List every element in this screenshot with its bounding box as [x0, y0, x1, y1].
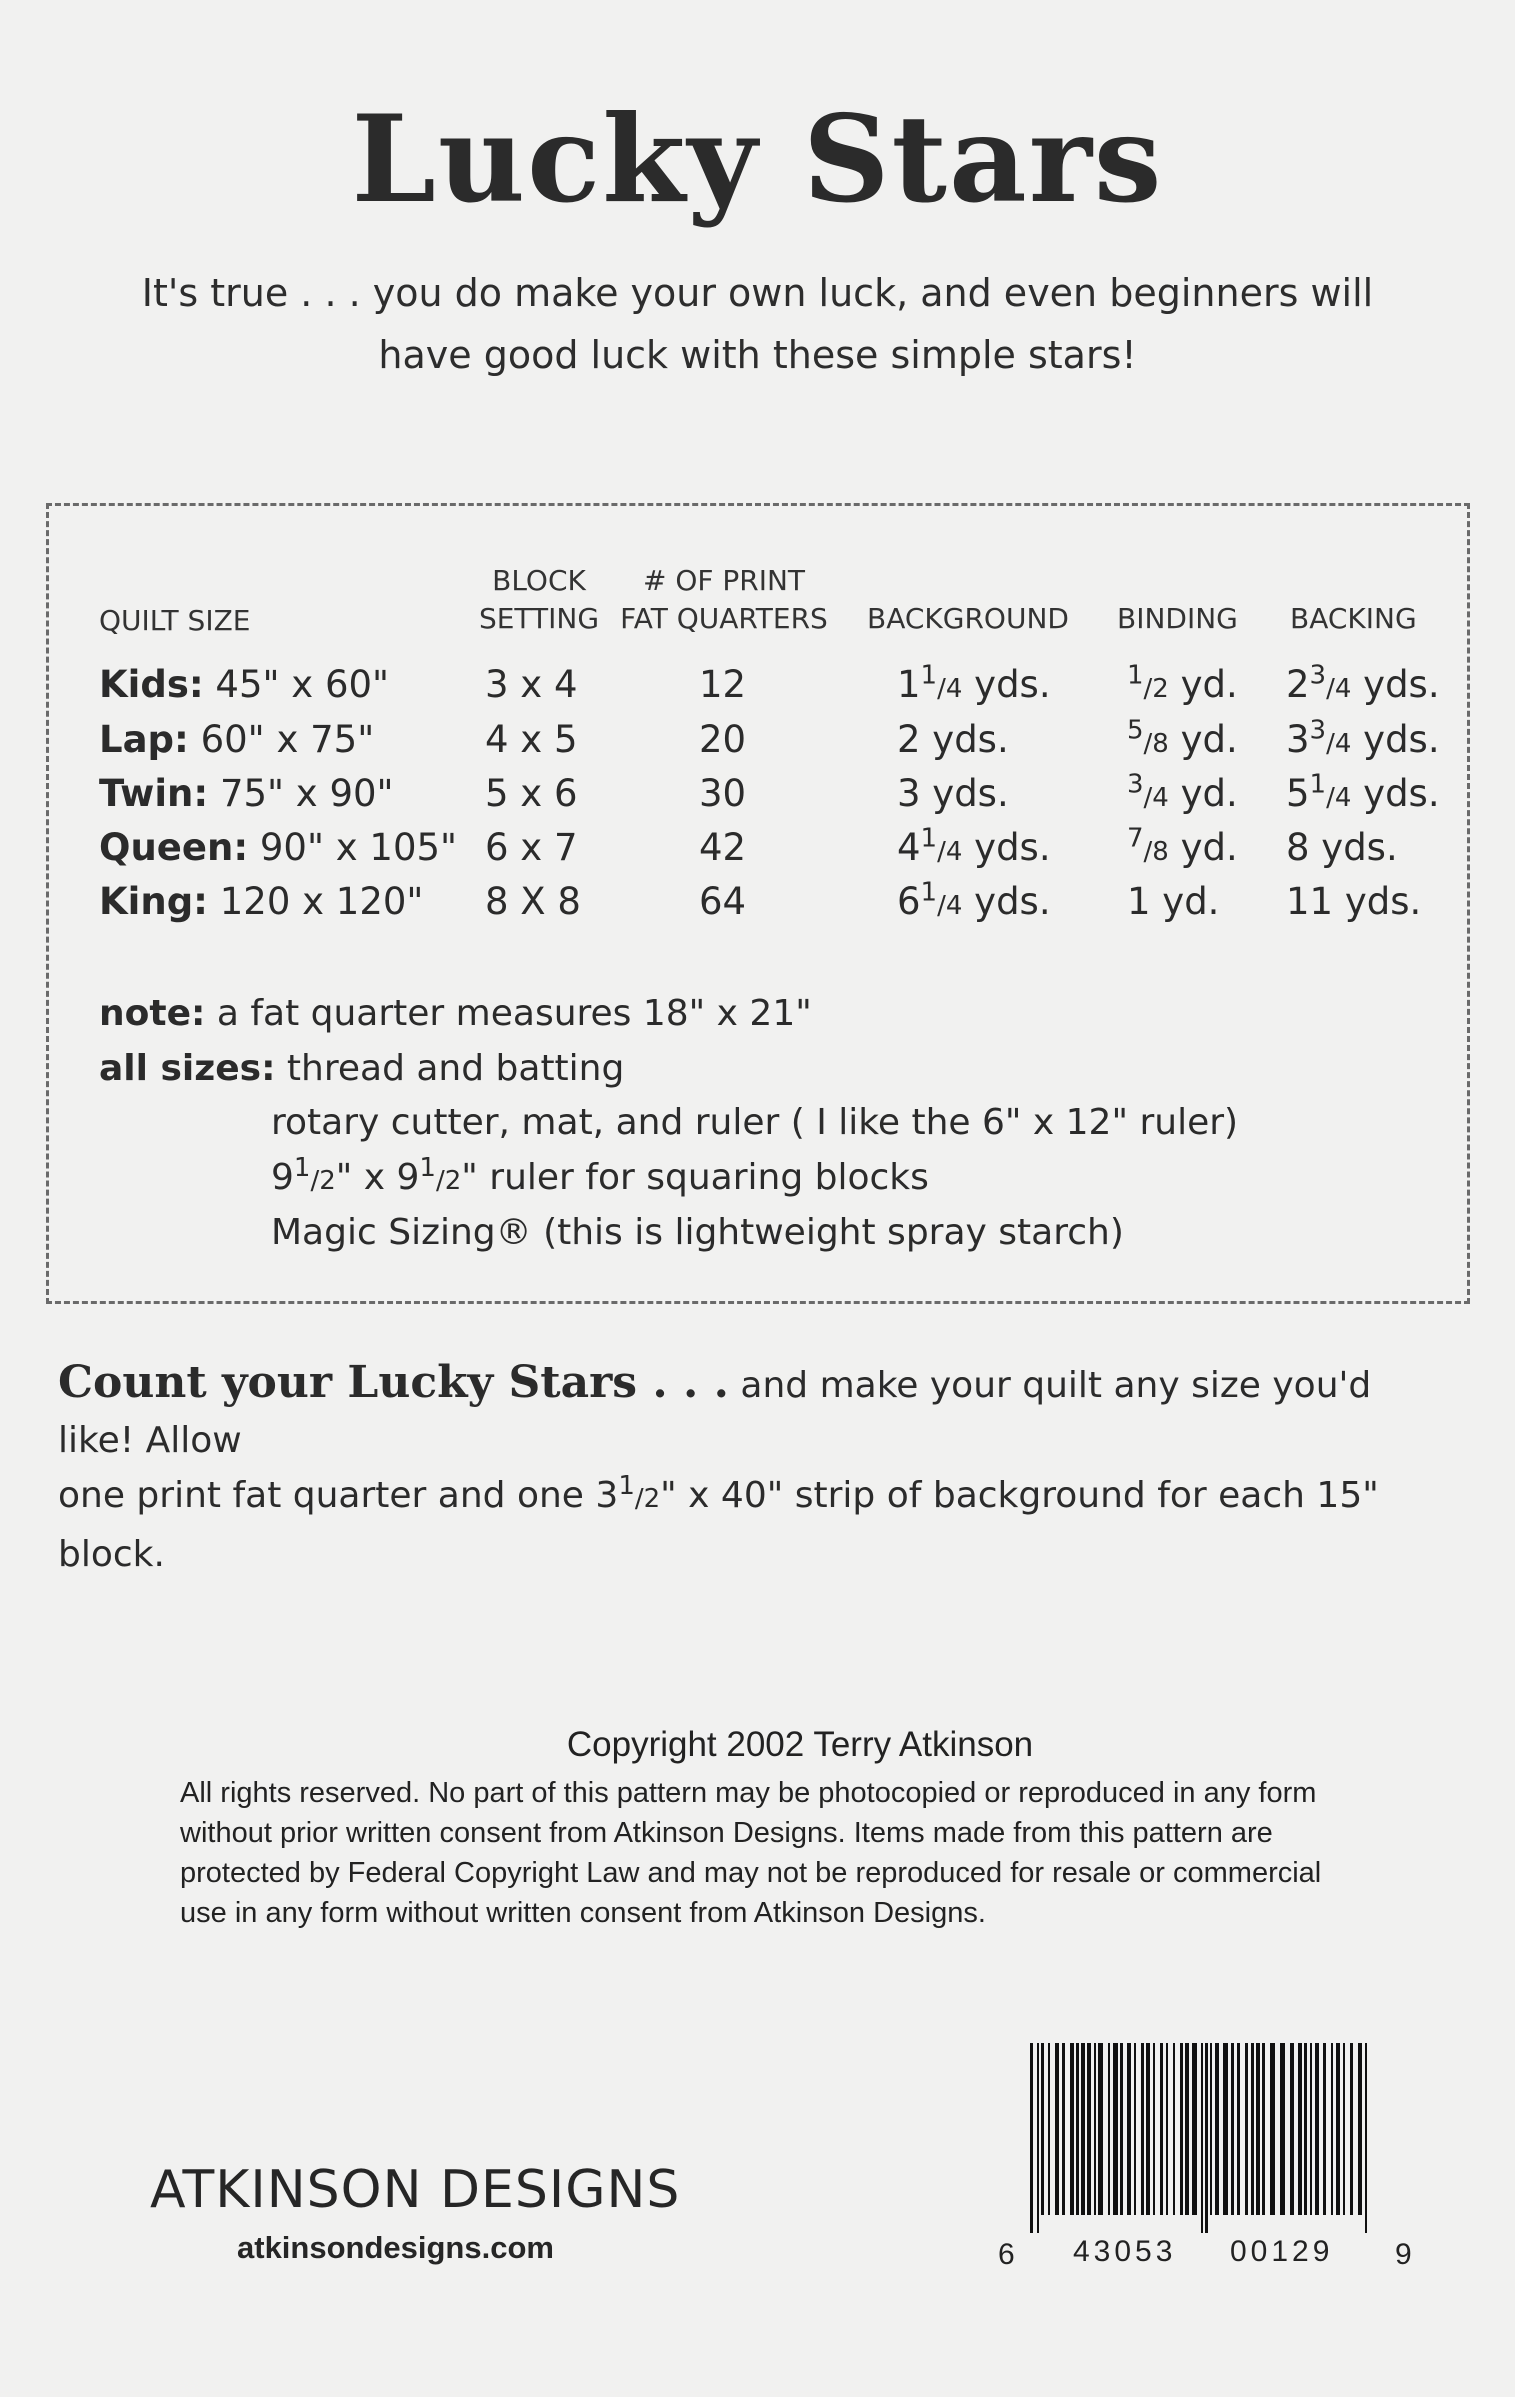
- back-den: /4: [1326, 729, 1352, 759]
- table-cell-bind: [1127, 823, 1238, 869]
- table-cell-back: [1286, 769, 1440, 815]
- barcode-bar-12: [1108, 2043, 1110, 2215]
- bg-den: /4: [937, 891, 963, 921]
- barcode-bar-45: [1331, 2043, 1333, 2215]
- quilt-size-label: Kids:: [99, 663, 204, 706]
- back-whole: 11 yds.: [1286, 880, 1422, 923]
- bg-num: 1: [920, 660, 938, 691]
- back-whole: 5: [1286, 772, 1310, 815]
- quilt-size-label: Lap:: [99, 718, 189, 761]
- barcode-bar-11: [1098, 2043, 1103, 2215]
- barcode-check-digit: 9: [1395, 2238, 1412, 2271]
- intro-line-1: It's true . . . you do make your own luck, and even beginners will: [141, 271, 1374, 315]
- quilt-size-dimensions: 60" x 75": [188, 718, 375, 761]
- block-setting-cell: 8 X 8: [485, 880, 581, 923]
- header-fat-quarters: [619, 562, 829, 638]
- barcode-bar-21: [1166, 2043, 1168, 2215]
- barcode-bar-26: [1201, 2043, 1203, 2233]
- barcode-bar-7: [1076, 2043, 1079, 2215]
- table-cell-back: [1286, 880, 1421, 923]
- bind-den: /4: [1143, 783, 1169, 813]
- copyright-block: [180, 1725, 1360, 1933]
- count-frac-num: 1: [618, 1471, 635, 1501]
- quilt-size-cell: [99, 663, 389, 706]
- barcode-bar-17: [1141, 2043, 1144, 2215]
- item3-b: 1: [293, 1153, 311, 1183]
- bg-den: /4: [937, 674, 963, 704]
- barcode-bar-24: [1185, 2043, 1189, 2215]
- table-cell-bg: [897, 823, 1051, 869]
- back-unit: yds.: [1351, 663, 1440, 706]
- barcode-bar-3: [1048, 2043, 1050, 2215]
- barcode-bar-0: [1030, 2043, 1033, 2233]
- barcode-bar-20: [1160, 2043, 1163, 2215]
- barcode-bar-1: [1037, 2043, 1039, 2233]
- back-whole: 2: [1286, 663, 1310, 706]
- item3-f: /2: [435, 1166, 462, 1196]
- barcode-bar-10: [1094, 2043, 1096, 2215]
- bg-whole: 2 yds.: [897, 718, 1009, 761]
- bind-whole: 1 yd.: [1127, 880, 1220, 923]
- header-block-setting-line1: BLOCK: [492, 564, 586, 597]
- back-unit: yds.: [1351, 718, 1440, 761]
- count-text-c: " x 40" strip of background for each 15" block.: [58, 1475, 1379, 1575]
- back-den: /4: [1326, 674, 1352, 704]
- supply-item-square-ruler: [271, 1153, 929, 1198]
- count-text-a: and make your quilt any size you'd like! Allow: [58, 1365, 1372, 1461]
- note-text: a fat quarter measures 18" x 21": [205, 993, 812, 1034]
- barcode-bar-37: [1270, 2043, 1275, 2215]
- item3-d: " x 9: [335, 1157, 420, 1198]
- barcode-bar-6: [1070, 2043, 1074, 2215]
- barcode-bar-19: [1153, 2043, 1155, 2215]
- item3-c: /2: [310, 1166, 336, 1196]
- back-num: 3: [1309, 715, 1327, 746]
- barcode-lead-digit: 6: [998, 2238, 1015, 2271]
- barcode-bars: [1030, 2043, 1470, 2233]
- quilt-size-label: Twin:: [99, 772, 209, 815]
- barcode-bar-42: [1310, 2043, 1312, 2215]
- block-setting-cell: 5 x 6: [485, 772, 578, 815]
- quilt-size-label: Queen:: [99, 826, 249, 869]
- quilt-size-label: King:: [99, 880, 208, 923]
- table-cell-bind: [1127, 880, 1219, 923]
- fat-quarters-cell: 30: [699, 772, 747, 815]
- table-cell-bg: [897, 718, 1009, 761]
- item3-g: " ruler for squaring blocks: [461, 1157, 929, 1198]
- all-sizes-text: thread and batting: [275, 1048, 625, 1089]
- brand-name: ATKINSON DESIGNS: [150, 2160, 681, 2220]
- bg-whole: 4: [897, 826, 921, 869]
- barcode-bar-25: [1192, 2043, 1197, 2215]
- supply-item-rotary: rotary cutter, mat, and ruler ( I like the 6" x 12" ruler): [271, 1102, 1239, 1143]
- all-sizes-label: all sizes:: [99, 1048, 276, 1089]
- barcode-bar-8: [1081, 2043, 1085, 2215]
- count-lead: Count your Lucky Stars . . .: [58, 1357, 729, 1408]
- bg-whole: 6: [897, 880, 921, 923]
- back-whole: 3: [1286, 718, 1310, 761]
- bg-unit: yds.: [962, 663, 1051, 706]
- bind-den: /8: [1143, 837, 1169, 867]
- header-background: BACKGROUND: [867, 602, 1069, 635]
- header-fat-quarters-line2: FAT QUARTERS: [620, 602, 828, 635]
- header-backing: BACKING: [1290, 602, 1417, 635]
- barcode-bar-34: [1251, 2043, 1254, 2215]
- back-num: 3: [1309, 660, 1327, 691]
- table-cell-back: [1286, 715, 1440, 761]
- barcode-bar-44: [1323, 2043, 1326, 2215]
- bg-whole: 1: [897, 663, 921, 706]
- copyright-body: All rights reserved. No part of this pattern may be photocopied or reproduced in any form without prior written consent from Atkinson Designs. Items made from this pattern are protected by Federal Copyright Law and may not be reproduced for resale or commercial use in any form without written consent from Atkinson Designs.: [180, 1777, 1322, 1929]
- count-frac-den: /2: [634, 1484, 661, 1514]
- bg-den: /4: [937, 837, 963, 867]
- barcode-bar-22: [1173, 2043, 1175, 2215]
- table-cell-back: [1286, 826, 1398, 869]
- block-setting-cell: 6 x 7: [485, 826, 578, 869]
- barcode-bar-28: [1210, 2043, 1212, 2215]
- table-cell-back: [1286, 660, 1440, 706]
- intro-line-2: have good luck with these simple stars!: [378, 333, 1137, 377]
- count-line-1: [58, 1355, 1458, 1468]
- back-unit: yds.: [1351, 772, 1440, 815]
- barcode-bar-36: [1262, 2043, 1265, 2215]
- bg-unit: yds.: [962, 880, 1051, 923]
- note-label: note:: [99, 993, 206, 1034]
- barcode-bar-47: [1343, 2043, 1345, 2215]
- supplies-box: [46, 503, 1470, 1304]
- quilt-size-dimensions: 45" x 60": [203, 663, 390, 706]
- quilt-size-cell: [99, 718, 374, 761]
- table-cell-bind: [1127, 715, 1238, 761]
- bind-unit: yd.: [1168, 772, 1238, 815]
- barcode-bar-48: [1350, 2043, 1353, 2215]
- count-text-b: one print fat quarter and one 3: [58, 1475, 619, 1516]
- barcode-bar-41: [1304, 2043, 1307, 2215]
- bg-unit: yds.: [962, 826, 1051, 869]
- barcode-bar-39: [1290, 2043, 1294, 2215]
- barcode-bar-2: [1041, 2043, 1044, 2215]
- copyright-title: Copyright 2002 Terry Atkinson: [566, 1725, 1034, 1764]
- barcode-bar-38: [1280, 2043, 1285, 2215]
- fat-quarters-cell: 20: [699, 718, 747, 761]
- header-quilt-size: QUILT SIZE: [99, 604, 251, 637]
- table-cell-bg: [897, 772, 1009, 815]
- table-cell-bind: [1127, 769, 1238, 815]
- quilt-size-dimensions: 75" x 90": [208, 772, 394, 815]
- barcode-left-group: 43053: [1073, 2235, 1177, 2268]
- barcode-right-group: 00129: [1230, 2235, 1334, 2268]
- barcode-bar-46: [1336, 2043, 1340, 2215]
- barcode-bar-29: [1215, 2043, 1219, 2215]
- fat-quarters-cell: 64: [699, 880, 747, 923]
- barcode-bar-30: [1223, 2043, 1228, 2215]
- count-line-2: [58, 1468, 1458, 1582]
- bind-unit: yd.: [1168, 663, 1238, 706]
- header-block-setting: [469, 562, 609, 638]
- block-setting-cell: 3 x 4: [485, 663, 578, 706]
- bind-den: /8: [1143, 729, 1169, 759]
- barcode-bar-40: [1298, 2043, 1302, 2215]
- barcode-bar-13: [1113, 2043, 1118, 2215]
- bind-unit: yd.: [1168, 718, 1238, 761]
- header-fat-quarters-line1: # OF PRINT: [642, 564, 806, 597]
- quilt-size-dimensions: 120 x 120": [207, 880, 424, 923]
- quilt-size-cell: [99, 880, 423, 923]
- barcode-bar-4: [1055, 2043, 1059, 2215]
- barcode-bar-9: [1087, 2043, 1091, 2215]
- supply-item-magic-sizing: Magic Sizing® (this is lightweight spray starch): [271, 1212, 1124, 1253]
- page-title: Lucky Stars: [351, 89, 1164, 230]
- barcode-bar-33: [1245, 2043, 1248, 2215]
- barcode-bar-14: [1120, 2043, 1123, 2215]
- bind-num: 5: [1127, 715, 1144, 746]
- barcode-bar-43: [1315, 2043, 1319, 2215]
- barcode-bar-5: [1062, 2043, 1065, 2215]
- bind-num: 1: [1127, 660, 1144, 691]
- note-line: [99, 993, 812, 1034]
- bg-num: 1: [920, 823, 938, 854]
- header-binding: BINDING: [1117, 602, 1238, 635]
- back-whole: 8 yds.: [1286, 826, 1398, 869]
- barcode-bar-18: [1146, 2043, 1150, 2215]
- barcode-bar-35: [1256, 2043, 1260, 2215]
- barcode-bar-16: [1134, 2043, 1136, 2215]
- item3-e: 1: [419, 1153, 436, 1183]
- table-cell-bind: [1127, 660, 1238, 706]
- all-sizes-line: [99, 1048, 624, 1089]
- fat-quarters-cell: 12: [699, 663, 747, 706]
- bg-num: 1: [920, 877, 938, 908]
- barcode-bar-50: [1365, 2043, 1367, 2233]
- header-block-setting-line2: SETTING: [478, 602, 600, 635]
- item3-a: 9: [271, 1157, 294, 1198]
- table-cell-bg: [897, 877, 1051, 923]
- bind-num: 3: [1127, 769, 1144, 800]
- barcode: [990, 2043, 1430, 2273]
- barcode-bar-15: [1127, 2043, 1131, 2215]
- barcode-bar-49: [1358, 2043, 1362, 2215]
- bg-whole: 3 yds.: [897, 772, 1009, 815]
- barcode-bar-31: [1231, 2043, 1234, 2215]
- barcode-bar-27: [1205, 2043, 1208, 2233]
- back-num: 1: [1309, 769, 1327, 800]
- intro-text: [120, 262, 1395, 386]
- bind-num: 7: [1127, 823, 1144, 854]
- bind-den: /2: [1143, 674, 1169, 704]
- bind-unit: yd.: [1168, 826, 1238, 869]
- table-cell-bg: [897, 660, 1051, 706]
- block-setting-cell: 4 x 5: [485, 718, 578, 761]
- barcode-bar-23: [1180, 2043, 1183, 2215]
- count-your-stars-text: [58, 1355, 1458, 1582]
- back-den: /4: [1326, 783, 1352, 813]
- quilt-size-cell: [99, 826, 457, 869]
- quilt-size-cell: [99, 772, 394, 815]
- website-link[interactable]: atkinsondesigns.com: [237, 2230, 554, 2265]
- barcode-bar-32: [1237, 2043, 1240, 2215]
- fat-quarters-cell: 42: [699, 826, 747, 869]
- quilt-size-dimensions: 90" x 105": [248, 826, 458, 869]
